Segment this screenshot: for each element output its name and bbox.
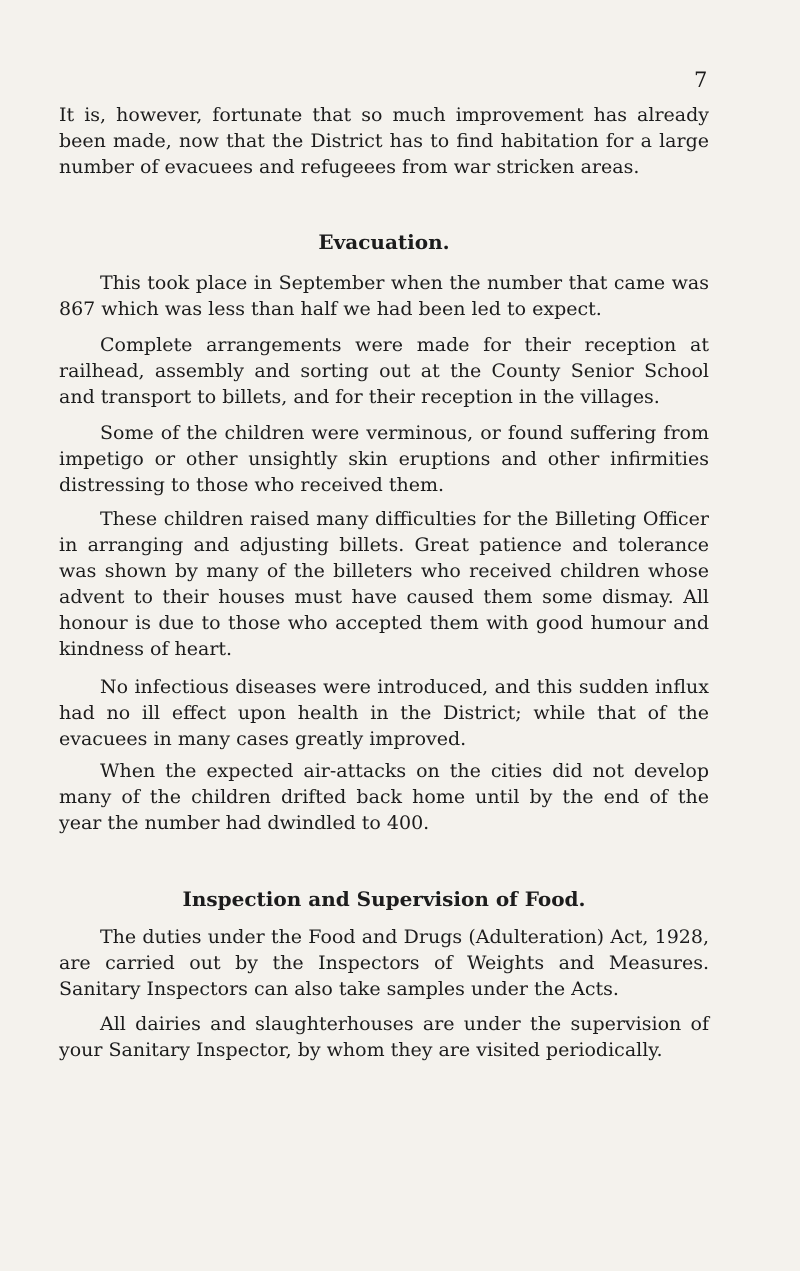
evacuation-heading: Evacuation. [318, 230, 450, 254]
evacuation-paragraph-1: This took place in September when the number that came was 867 which was less than half we had been led to expect. [59, 272, 709, 320]
evacuation-paragraph-3: Some of the children were verminous, or found suffering from impetigo or other unsightly skin eruptions and other infirmities distressing to those who received them. [59, 422, 709, 496]
page-number: 7 [694, 68, 708, 92]
food-paragraph-2: All dairies and slaughterhouses are under the supervision of your Sanitary Inspector, by whom they are visited periodically. [59, 1013, 709, 1061]
evacuation-paragraph-2: Complete arrangements were made for their reception at railhead, assembly and sorting out at the County Senior School and transport to billets, and for their reception in the villages. [59, 334, 709, 408]
food-inspection-heading: Inspection and Supervision of Food. [182, 887, 586, 911]
food-paragraph-1: The duties under the Food and Drugs (Adulteration) Act, 1928, are carried out by the Inspectors of Weights and Measures. Sanitary Inspectors can also take samples under the Acts. [59, 926, 709, 1000]
evacuation-paragraph-5: No infectious diseases were introduced, and this sudden influx had no ill effect upon health in the District; while that of the evacuees in many cases greatly improved. [59, 676, 709, 750]
intro-paragraph: It is, however, fortunate that so much improvement has already been made, now that the District has to find habitation for a large number of evacuees and refugeees from war stricken areas. [59, 104, 709, 178]
evacuation-paragraph-6: When the expected air-attacks on the cities did not develop many of the children drifted back home until by the end of the year the number had dwindled to 400. [59, 760, 709, 834]
evacuation-paragraph-4: These children raised many difficulties for the Billeting Officer in arranging and adjusting billets. Great patience and tolerance was shown by many of the billeters who received children whose advent to their houses must have caused them some dismay. All honour is due to those who accepted them with good humour and kindness of heart. [59, 508, 709, 660]
